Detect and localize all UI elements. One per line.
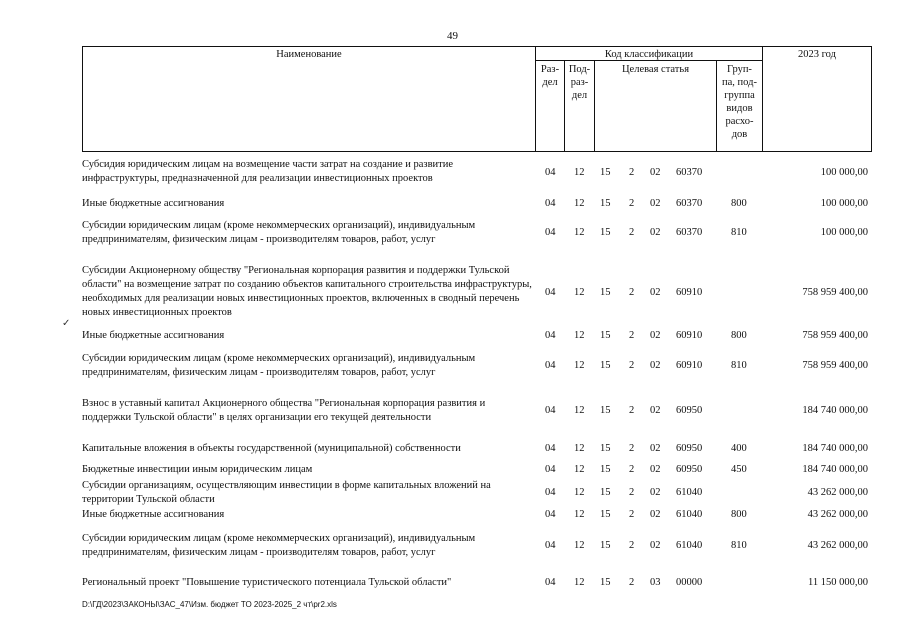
row-name: Бюджетные инвестиции иным юридическим лицам: [82, 464, 313, 475]
target-direction-cell: 03: [650, 577, 661, 588]
header-classification: Код классификации: [604, 49, 694, 60]
target-direction-cell: 02: [650, 443, 661, 454]
header-divider-name: [535, 46, 536, 152]
target-direction-cell: 02: [650, 464, 661, 475]
target-direction-cell: 02: [650, 540, 661, 551]
target-code-cell: 60910: [676, 360, 703, 371]
row-name: Региональный проект "Повышение туристического потенциала Тульской области": [82, 577, 452, 588]
amount-cell: 184 740 000,00: [802, 405, 868, 416]
row-name: Иные бюджетные ассигнования: [82, 330, 225, 341]
amount-cell: 43 262 000,00: [807, 540, 868, 551]
target-direction-cell: 02: [650, 330, 661, 341]
margin-mark: ✓: [62, 318, 71, 329]
razdel-cell: 04: [545, 509, 556, 520]
row-name: Иные бюджетные ассигнования: [82, 198, 225, 209]
razdel-cell: 04: [545, 287, 556, 298]
row-name: Субсидии юридическим лицам (кроме некоммерческих организаций), индивидуальным предпринимателям, физическим лицам - производителям товаров, работ, услуг: [82, 353, 476, 378]
podrazdel-cell: 12: [574, 167, 585, 178]
target-subprogram-cell: 2: [629, 464, 635, 475]
target-direction-cell: 02: [650, 167, 661, 178]
podrazdel-cell: 12: [574, 227, 585, 238]
header-name: Наименование: [276, 49, 342, 60]
row-name: Иные бюджетные ассигнования: [82, 509, 225, 520]
podrazdel-cell: 12: [574, 405, 585, 416]
row-name: Субсидии организациям, осуществляющим инвестиции в форме капитальных вложений на территории Тульской области: [82, 480, 491, 505]
target-code-cell: 60910: [676, 287, 703, 298]
target-program-cell: 15: [600, 167, 611, 178]
podrazdel-cell: 12: [574, 577, 585, 588]
amount-cell: 11 150 000,00: [808, 577, 868, 588]
target-program-cell: 15: [600, 540, 611, 551]
row-name: Субсидия юридическим лицам на возмещение части затрат на создание и развитие инфраструктуры, предназначенной для реализации инвестиционных проектов: [82, 159, 454, 184]
podrazdel-cell: 12: [574, 540, 585, 551]
amount-cell: 758 959 400,00: [802, 287, 868, 298]
page-number: 49: [447, 30, 458, 42]
target-subprogram-cell: 2: [629, 360, 635, 371]
target-code-cell: 60370: [676, 167, 703, 178]
expense-group-cell: 800: [731, 198, 747, 209]
target-program-cell: 15: [600, 487, 611, 498]
target-program-cell: 15: [600, 287, 611, 298]
podrazdel-cell: 12: [574, 287, 585, 298]
file-path-footer: D:\ГД\2023\ЗАКОНЫ\ЗАС_47\Изм. бюджет ТО 2023-2025_2 чт\pr2.xls: [82, 600, 337, 609]
podrazdel-cell: 12: [574, 198, 585, 209]
target-subprogram-cell: 2: [629, 405, 635, 416]
row-name: Взнос в уставный капитал Акционерного общества "Региональная корпорация развития и поддержки Тульской области" в целях организации его текущей деятельности: [82, 398, 486, 423]
razdel-cell: 04: [545, 464, 556, 475]
amount-cell: 43 262 000,00: [807, 487, 868, 498]
header-divider-year: [762, 46, 763, 152]
target-program-cell: 15: [600, 227, 611, 238]
target-direction-cell: 02: [650, 198, 661, 209]
target-subprogram-cell: 2: [629, 443, 635, 454]
podrazdel-cell: 12: [574, 360, 585, 371]
row-name: Субсидии Акционерному обществу "Региональная корпорация развития и поддержки Тульской области" на возмещение затрат по созданию объектов капитального строительства инфраструктуры, необходимых для реализации новых инвестиционных проектов, включенных в сводный перечень новых инвестиционных проектов: [82, 265, 532, 318]
header-right-border: [871, 46, 872, 152]
target-subprogram-cell: 2: [629, 167, 635, 178]
header-year: 2023 год: [798, 49, 836, 60]
target-code-cell: 60950: [676, 464, 703, 475]
podrazdel-cell: 12: [574, 464, 585, 475]
amount-cell: 758 959 400,00: [802, 330, 868, 341]
target-subprogram-cell: 2: [629, 540, 635, 551]
target-direction-cell: 02: [650, 487, 661, 498]
target-program-cell: 15: [600, 509, 611, 520]
target-program-cell: 15: [600, 443, 611, 454]
header-target: Целевая статья: [621, 64, 690, 75]
target-subprogram-cell: 2: [629, 198, 635, 209]
razdel-cell: 04: [545, 443, 556, 454]
header-razdel: Раз- дел: [540, 64, 560, 88]
expense-group-cell: 810: [731, 360, 747, 371]
target-code-cell: 60950: [676, 443, 703, 454]
header-top-border: [82, 46, 872, 47]
amount-cell: 100 000,00: [820, 227, 868, 238]
amount-cell: 100 000,00: [820, 198, 868, 209]
target-program-cell: 15: [600, 360, 611, 371]
target-code-cell: 60370: [676, 227, 703, 238]
target-subprogram-cell: 2: [629, 487, 635, 498]
target-code-cell: 61040: [676, 509, 703, 520]
row-name: Капитальные вложения в объекты государственной (муниципальной) собственности: [82, 443, 461, 454]
target-code-cell: 00000: [676, 577, 703, 588]
target-program-cell: 15: [600, 577, 611, 588]
header-bottom-border: [82, 151, 872, 152]
target-subprogram-cell: 2: [629, 227, 635, 238]
header-group: Груп- па, под- группа видов расхо- дов: [722, 64, 757, 140]
target-subprogram-cell: 2: [629, 509, 635, 520]
target-code-cell: 60950: [676, 405, 703, 416]
expense-group-cell: 450: [731, 464, 747, 475]
target-program-cell: 15: [600, 198, 611, 209]
target-direction-cell: 02: [650, 405, 661, 416]
expense-group-cell: 800: [731, 330, 747, 341]
razdel-cell: 04: [545, 405, 556, 416]
target-direction-cell: 02: [650, 360, 661, 371]
target-program-cell: 15: [600, 405, 611, 416]
target-code-cell: 60370: [676, 198, 703, 209]
amount-cell: 184 740 000,00: [802, 443, 868, 454]
target-direction-cell: 02: [650, 227, 661, 238]
amount-cell: 43 262 000,00: [807, 509, 868, 520]
target-direction-cell: 02: [650, 509, 661, 520]
razdel-cell: 04: [545, 330, 556, 341]
expense-group-cell: 810: [731, 227, 747, 238]
podrazdel-cell: 12: [574, 487, 585, 498]
target-code-cell: 60910: [676, 330, 703, 341]
header-podrazdel: Под- раз- дел: [568, 64, 591, 101]
row-name: Субсидии юридическим лицам (кроме некоммерческих организаций), индивидуальным предпринимателям, физическим лицам - производителям товаров, работ, услуг: [82, 220, 476, 245]
razdel-cell: 04: [545, 540, 556, 551]
expense-group-cell: 400: [731, 443, 747, 454]
target-direction-cell: 02: [650, 287, 661, 298]
podrazdel-cell: 12: [574, 443, 585, 454]
target-code-cell: 61040: [676, 487, 703, 498]
razdel-cell: 04: [545, 227, 556, 238]
expense-group-cell: 810: [731, 540, 747, 551]
razdel-cell: 04: [545, 167, 556, 178]
target-subprogram-cell: 2: [629, 330, 635, 341]
razdel-cell: 04: [545, 360, 556, 371]
razdel-cell: 04: [545, 198, 556, 209]
amount-cell: 184 740 000,00: [802, 464, 868, 475]
razdel-cell: 04: [545, 487, 556, 498]
target-code-cell: 61040: [676, 540, 703, 551]
target-program-cell: 15: [600, 330, 611, 341]
header-left-border: [82, 46, 83, 152]
podrazdel-cell: 12: [574, 509, 585, 520]
amount-cell: 100 000,00: [820, 167, 868, 178]
target-subprogram-cell: 2: [629, 577, 635, 588]
target-subprogram-cell: 2: [629, 287, 635, 298]
podrazdel-cell: 12: [574, 330, 585, 341]
expense-group-cell: 800: [731, 509, 747, 520]
target-program-cell: 15: [600, 464, 611, 475]
amount-cell: 758 959 400,00: [802, 360, 868, 371]
razdel-cell: 04: [545, 577, 556, 588]
row-name: Субсидии юридическим лицам (кроме некоммерческих организаций), индивидуальным предпринимателям, физическим лицам - производителям товаров, работ, услуг: [82, 533, 476, 558]
